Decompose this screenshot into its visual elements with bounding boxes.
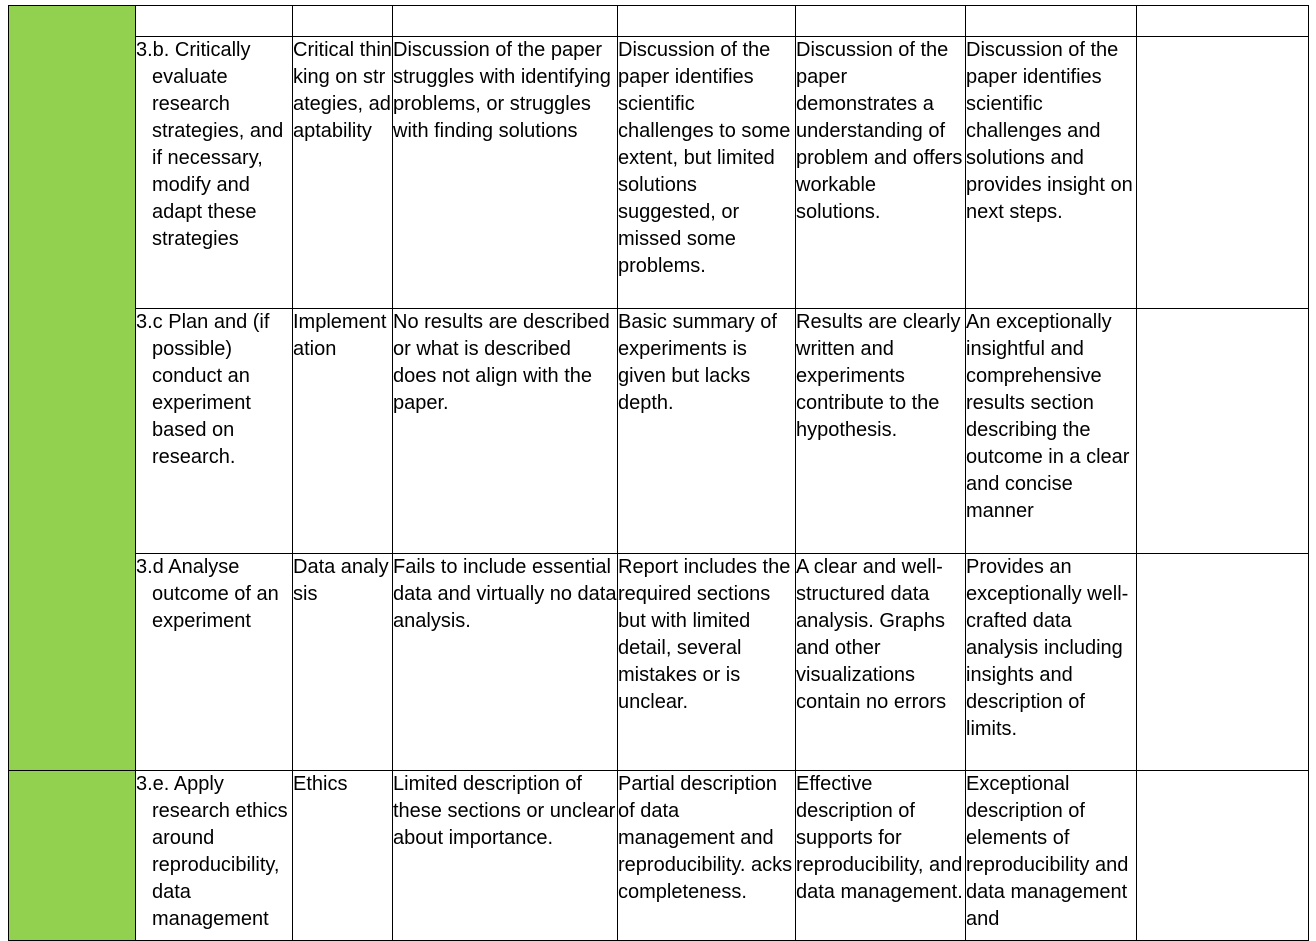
level3-cell[interactable]: [796, 771, 966, 941]
level1-text: No results are described or what is described does not align with the paper.: [393, 311, 610, 414]
level3-text: Results are clearly written and experiments contribute to the hypothesis.: [796, 311, 961, 441]
level4-cell[interactable]: [966, 309, 1137, 554]
level4-cell[interactable]: [966, 771, 1137, 941]
level3-cell[interactable]: [796, 37, 966, 309]
empty-cell[interactable]: [136, 6, 293, 37]
table-row-empty-top: [9, 6, 1309, 37]
objective-cell[interactable]: [136, 771, 293, 941]
objective-cell[interactable]: [136, 37, 293, 309]
objective-text: 3.e. Apply research ethics around reproducibility, data management: [136, 773, 288, 930]
category-text: Implementation: [293, 311, 387, 360]
level3-text: A clear and well-structured data analysis. Graphs and other visualizations contain no errors: [796, 556, 947, 713]
level1-cell[interactable]: [393, 771, 618, 941]
level1-text: Fails to include essential data and virtually no data analysis.: [393, 556, 617, 632]
level1-cell[interactable]: [393, 554, 618, 771]
level4-text: Exceptional description of elements of reproducibility and data management and: [966, 773, 1129, 930]
notes-cell[interactable]: [1137, 771, 1309, 941]
level2-text: Partial description of data management and reproducibility. acks completeness.: [618, 773, 793, 903]
level2-text: Discussion of the paper identifies scientific challenges to some extent, but limited solutions suggested, or missed some problems.: [618, 39, 791, 277]
objective-text: 3.b. Critically evaluate research strategies, and if necessary, modify and adapt these strategies: [136, 39, 284, 250]
objective-text: 3.c Plan and (if possible) conduct an experiment based on research.: [136, 311, 270, 468]
level4-text: Provides an exceptionally well-crafted data analysis including insights and description of limits.: [966, 556, 1129, 740]
level4-cell[interactable]: [966, 37, 1137, 309]
level2-text: Report includes the required sections but with limited detail, several mistakes or is unclear.: [618, 556, 791, 713]
empty-cell[interactable]: [393, 6, 618, 37]
level2-cell[interactable]: [618, 37, 796, 309]
empty-cell[interactable]: [293, 6, 393, 37]
category-cell[interactable]: [293, 771, 393, 941]
objective-text: 3.d Analyse outcome of an experiment: [136, 556, 279, 632]
section-band-cell: [9, 6, 136, 771]
level1-cell[interactable]: [393, 37, 618, 309]
category-cell[interactable]: [293, 309, 393, 554]
notes-cell[interactable]: [1137, 37, 1309, 309]
level4-text: Discussion of the paper identifies scientific challenges and solutions and provides insight on next steps.: [966, 39, 1133, 223]
empty-cell[interactable]: [1137, 6, 1309, 37]
empty-cell[interactable]: [618, 6, 796, 37]
objective-cell[interactable]: [136, 554, 293, 771]
level2-cell[interactable]: [618, 309, 796, 554]
level1-text: Limited description of these sections or unclear about importance.: [393, 773, 616, 849]
table-row: [9, 554, 1309, 771]
level3-text: Discussion of the paper demonstrates a understanding of problem and offers workable solutions.: [796, 39, 963, 223]
empty-cell[interactable]: [966, 6, 1137, 37]
level2-text: Basic summary of experiments is given but lacks depth.: [618, 311, 777, 414]
category-text: Ethics: [293, 773, 348, 795]
category-text: Data analysis: [293, 556, 389, 605]
table-row: [9, 37, 1309, 309]
level3-cell[interactable]: [796, 309, 966, 554]
level2-cell[interactable]: [618, 771, 796, 941]
empty-cell[interactable]: [796, 6, 966, 37]
level3-text: Effective description of supports for reproducibility, and data management.: [796, 773, 963, 903]
category-cell[interactable]: [293, 554, 393, 771]
notes-cell[interactable]: [1137, 309, 1309, 554]
section-band-cell: [9, 771, 136, 941]
category-text: Critical thinking on strategies, adaptability: [293, 39, 392, 142]
level4-text: An exceptionally insightful and comprehensive results section describing the outcome in a clear and concise manner: [966, 311, 1130, 522]
notes-cell[interactable]: [1137, 554, 1309, 771]
level4-cell[interactable]: [966, 554, 1137, 771]
table-row: [9, 309, 1309, 554]
level1-cell[interactable]: [393, 309, 618, 554]
objective-cell[interactable]: [136, 309, 293, 554]
level1-text: Discussion of the paper struggles with identifying problems, or struggles with finding solutions: [393, 39, 611, 142]
category-cell[interactable]: [293, 37, 393, 309]
rubric-table: [8, 5, 1309, 941]
level2-cell[interactable]: [618, 554, 796, 771]
level3-cell[interactable]: [796, 554, 966, 771]
table-row: [9, 771, 1309, 941]
